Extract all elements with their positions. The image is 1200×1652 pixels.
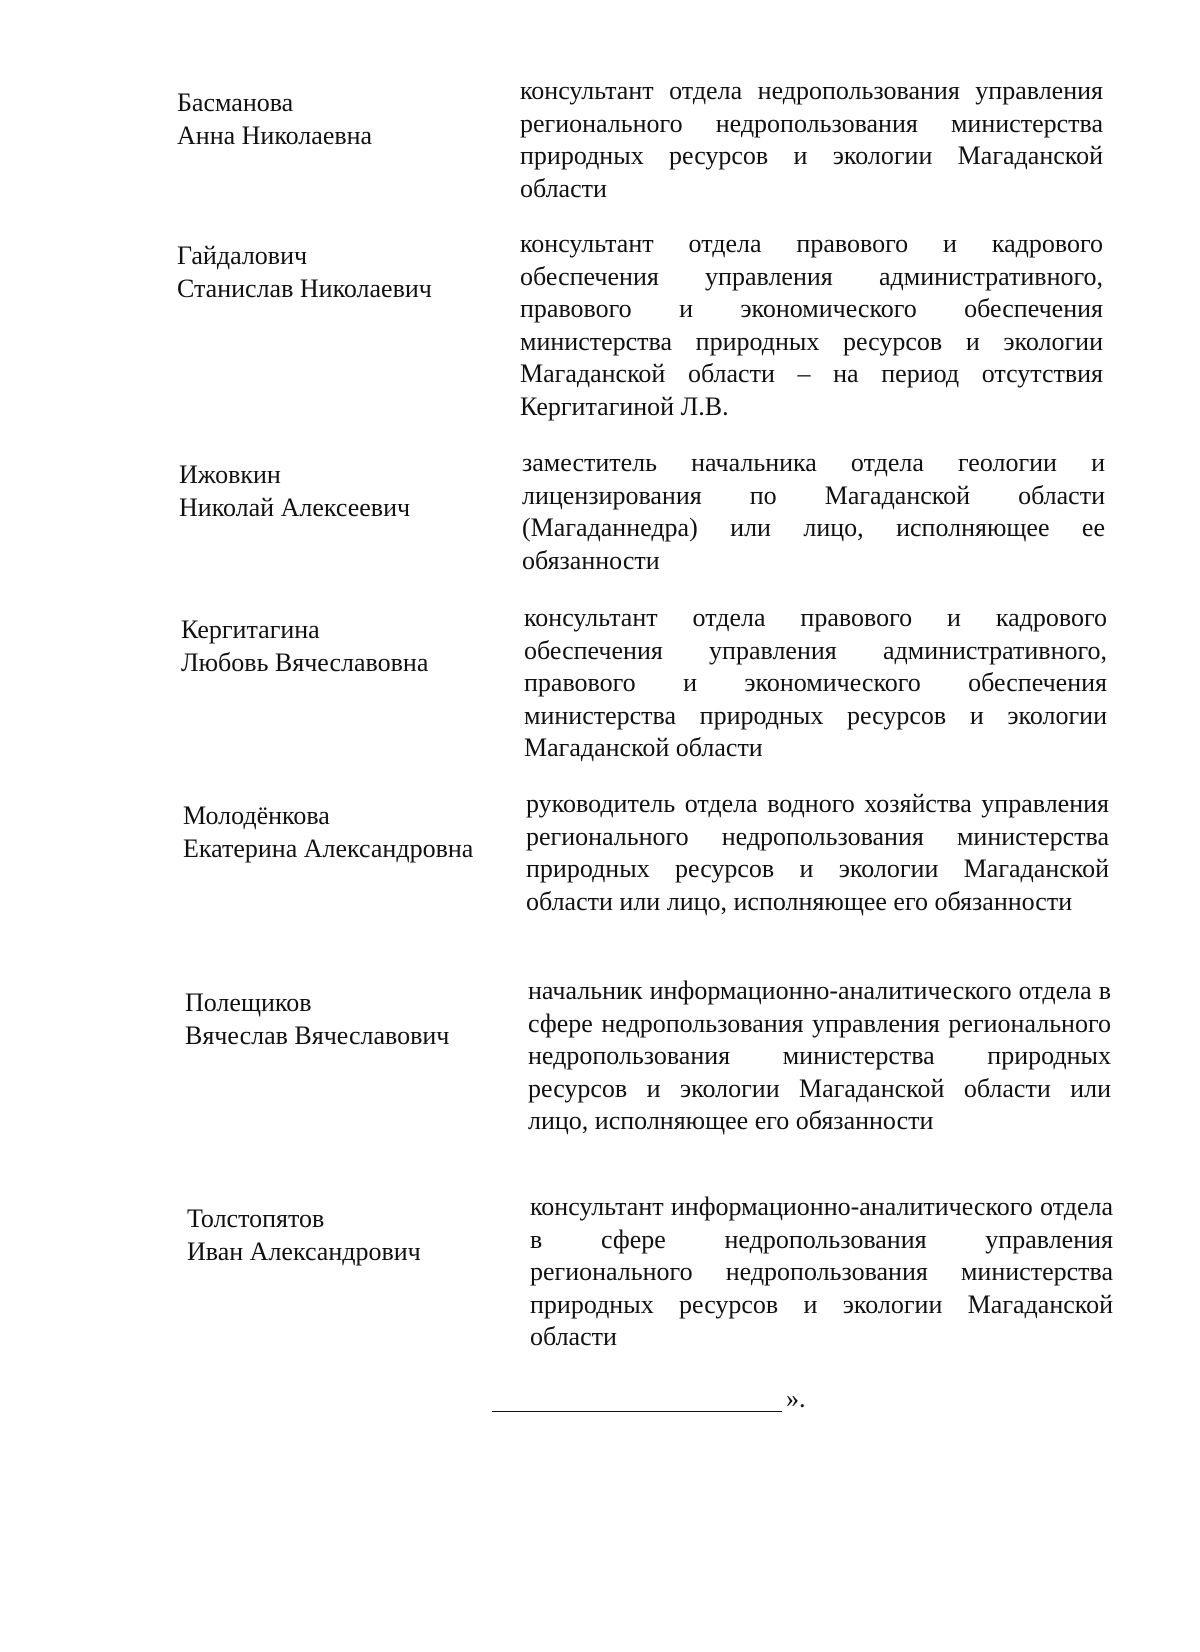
member-position: консультант отдела правового и кадрового обеспечения управления административного, правового и экономического обеспечения министерства природных ресурсов и экологии Магаданской области – на период отсутствия Кергитагиной Л.В. <box>520 229 1103 421</box>
member-surname: Ижовкин <box>179 460 281 489</box>
member-position: заместитель начальника отдела геологии и лицензирования по Магаданской области (Магаданнедра) или лицо, исполняющее ее обязанности <box>522 448 1105 575</box>
member-name <box>187 1203 527 1268</box>
closing-underline <box>492 1411 782 1412</box>
member-surname: Толстопятов <box>187 1204 325 1233</box>
member-name <box>183 800 523 865</box>
member-entry <box>185 976 1200 1157</box>
member-position: руководитель отдела водного хозяйства управления регионального недропользования министерства природных ресурсов и экологии Магаданской области или лицо, исполняющее его обязанности <box>526 789 1109 916</box>
member-given-names: Екатерина Александровна <box>183 833 474 863</box>
member-given-names: Николай Алексеевич <box>179 492 411 522</box>
member-surname: Полещиков <box>185 988 312 1017</box>
member-entry <box>187 1192 1200 1373</box>
member-surname: Гайдалович <box>177 241 308 270</box>
member-name <box>181 614 521 679</box>
member-name <box>177 240 517 305</box>
member-entry <box>183 789 1200 970</box>
member-given-names: Вячеслав Вячеславович <box>185 1020 450 1050</box>
member-name <box>179 459 519 524</box>
member-given-names: Любовь Вячеславовна <box>181 647 429 677</box>
member-position: консультант отдела правового и кадрового обеспечения управления административного, правового и экономического обеспечения министерства природных ресурсов и экологии Магаданской области <box>524 603 1107 762</box>
member-position: начальник информационно-аналитического отдела в сфере недропользования управления регионального недропользования министерства природных ресурсов и экологии Магаданской области или лицо, исполняющее его обязанности <box>528 976 1111 1135</box>
member-name <box>185 987 525 1052</box>
member-surname: Басманова <box>177 88 294 117</box>
member-position: консультант информационно-аналитического отдела в сфере недропользования управления регионального недропользования министерства природных ресурсов и экологии Магаданской области <box>530 1192 1113 1351</box>
member-position: консультант отдела недропользования управления регионального недропользования министерства природных ресурсов и экологии Магаданской области <box>520 76 1103 203</box>
member-entry <box>177 229 1200 421</box>
member-surname: Кергитагина <box>181 615 320 644</box>
member-given-names: Анна Николаевна <box>177 120 373 150</box>
closing-quote-mark: ». <box>786 1384 806 1413</box>
closing-line-block <box>492 1383 822 1415</box>
member-entry <box>181 603 1200 784</box>
member-given-names: Станислав Николаевич <box>177 273 432 303</box>
member-given-names: Иван Александрович <box>187 1236 421 1266</box>
member-name <box>177 87 517 152</box>
member-surname: Молодёнкова <box>183 801 330 830</box>
